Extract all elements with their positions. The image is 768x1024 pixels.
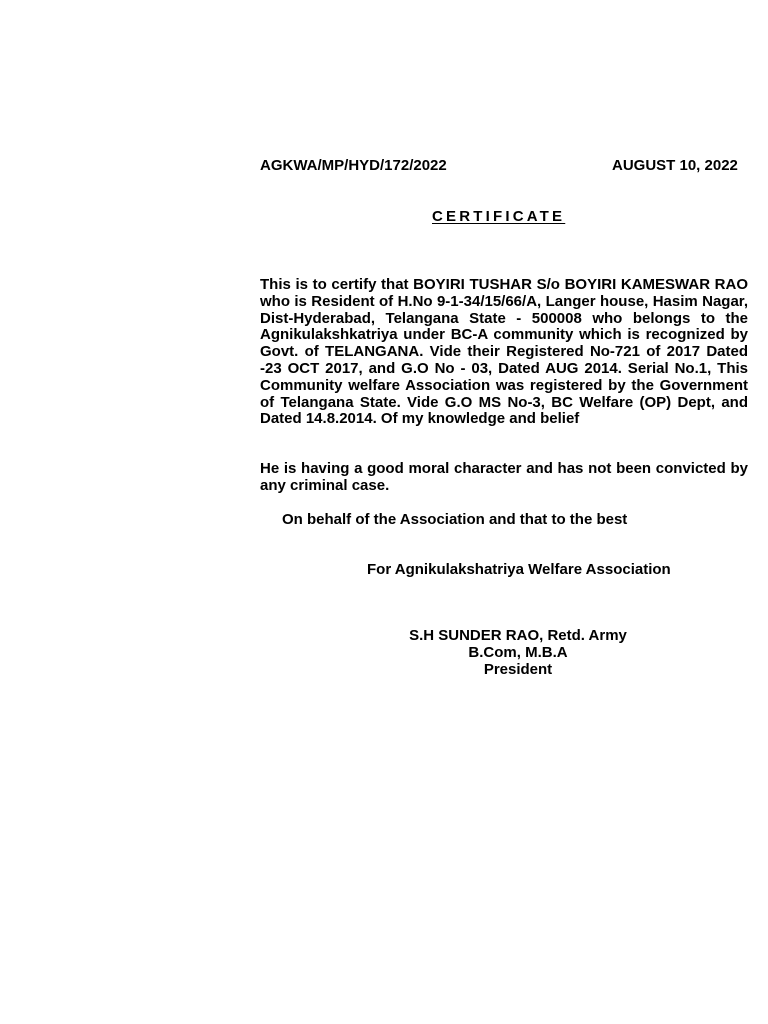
association-line: For Agnikulakshatriya Welfare Association (367, 561, 671, 578)
signatory-name: S.H SUNDER RAO, Retd. Army (409, 627, 627, 644)
certificate-title: CERTIFICATE (432, 208, 566, 225)
certificate-body-paragraph: This is to certify that BOYIRI TUSHAR S/o BOYIRI KAMESWAR RAO who is Resident of H.No 9-1-34/15/66/A, Langer house, Hasim Nagar, Dist-Hyderabad, Telangana State - 500008 who belongs to the Agnikulakshkatriya under BC-A community which is recognized by Govt. of TELANGANA. Vide their Registered No-721 of 2017 Dated -23 OCT 2017, and G.O No - 03, Dated AUG 2014. Serial No.1, This Community welfare Association was registered by the Government of Telangana State. Vide G.O MS No-3, BC Welfare (OP) Dept, and Dated 14.8.2014. Of my knowledge and belief (260, 276, 748, 428)
signatory-designation: President (483, 660, 553, 678)
reference-number: AGKWA/MP/HYD/172/2022 (260, 157, 447, 174)
behalf-line: On behalf of the Association and that to the best (282, 511, 628, 528)
signature-block (380, 628, 656, 678)
character-paragraph: He is having a good moral character and has not been convicted by any criminal case. (260, 460, 748, 494)
document-date: AUGUST 10, 2022 (612, 157, 738, 174)
signatory-qualification: B.Com, M.B.A (468, 643, 568, 661)
